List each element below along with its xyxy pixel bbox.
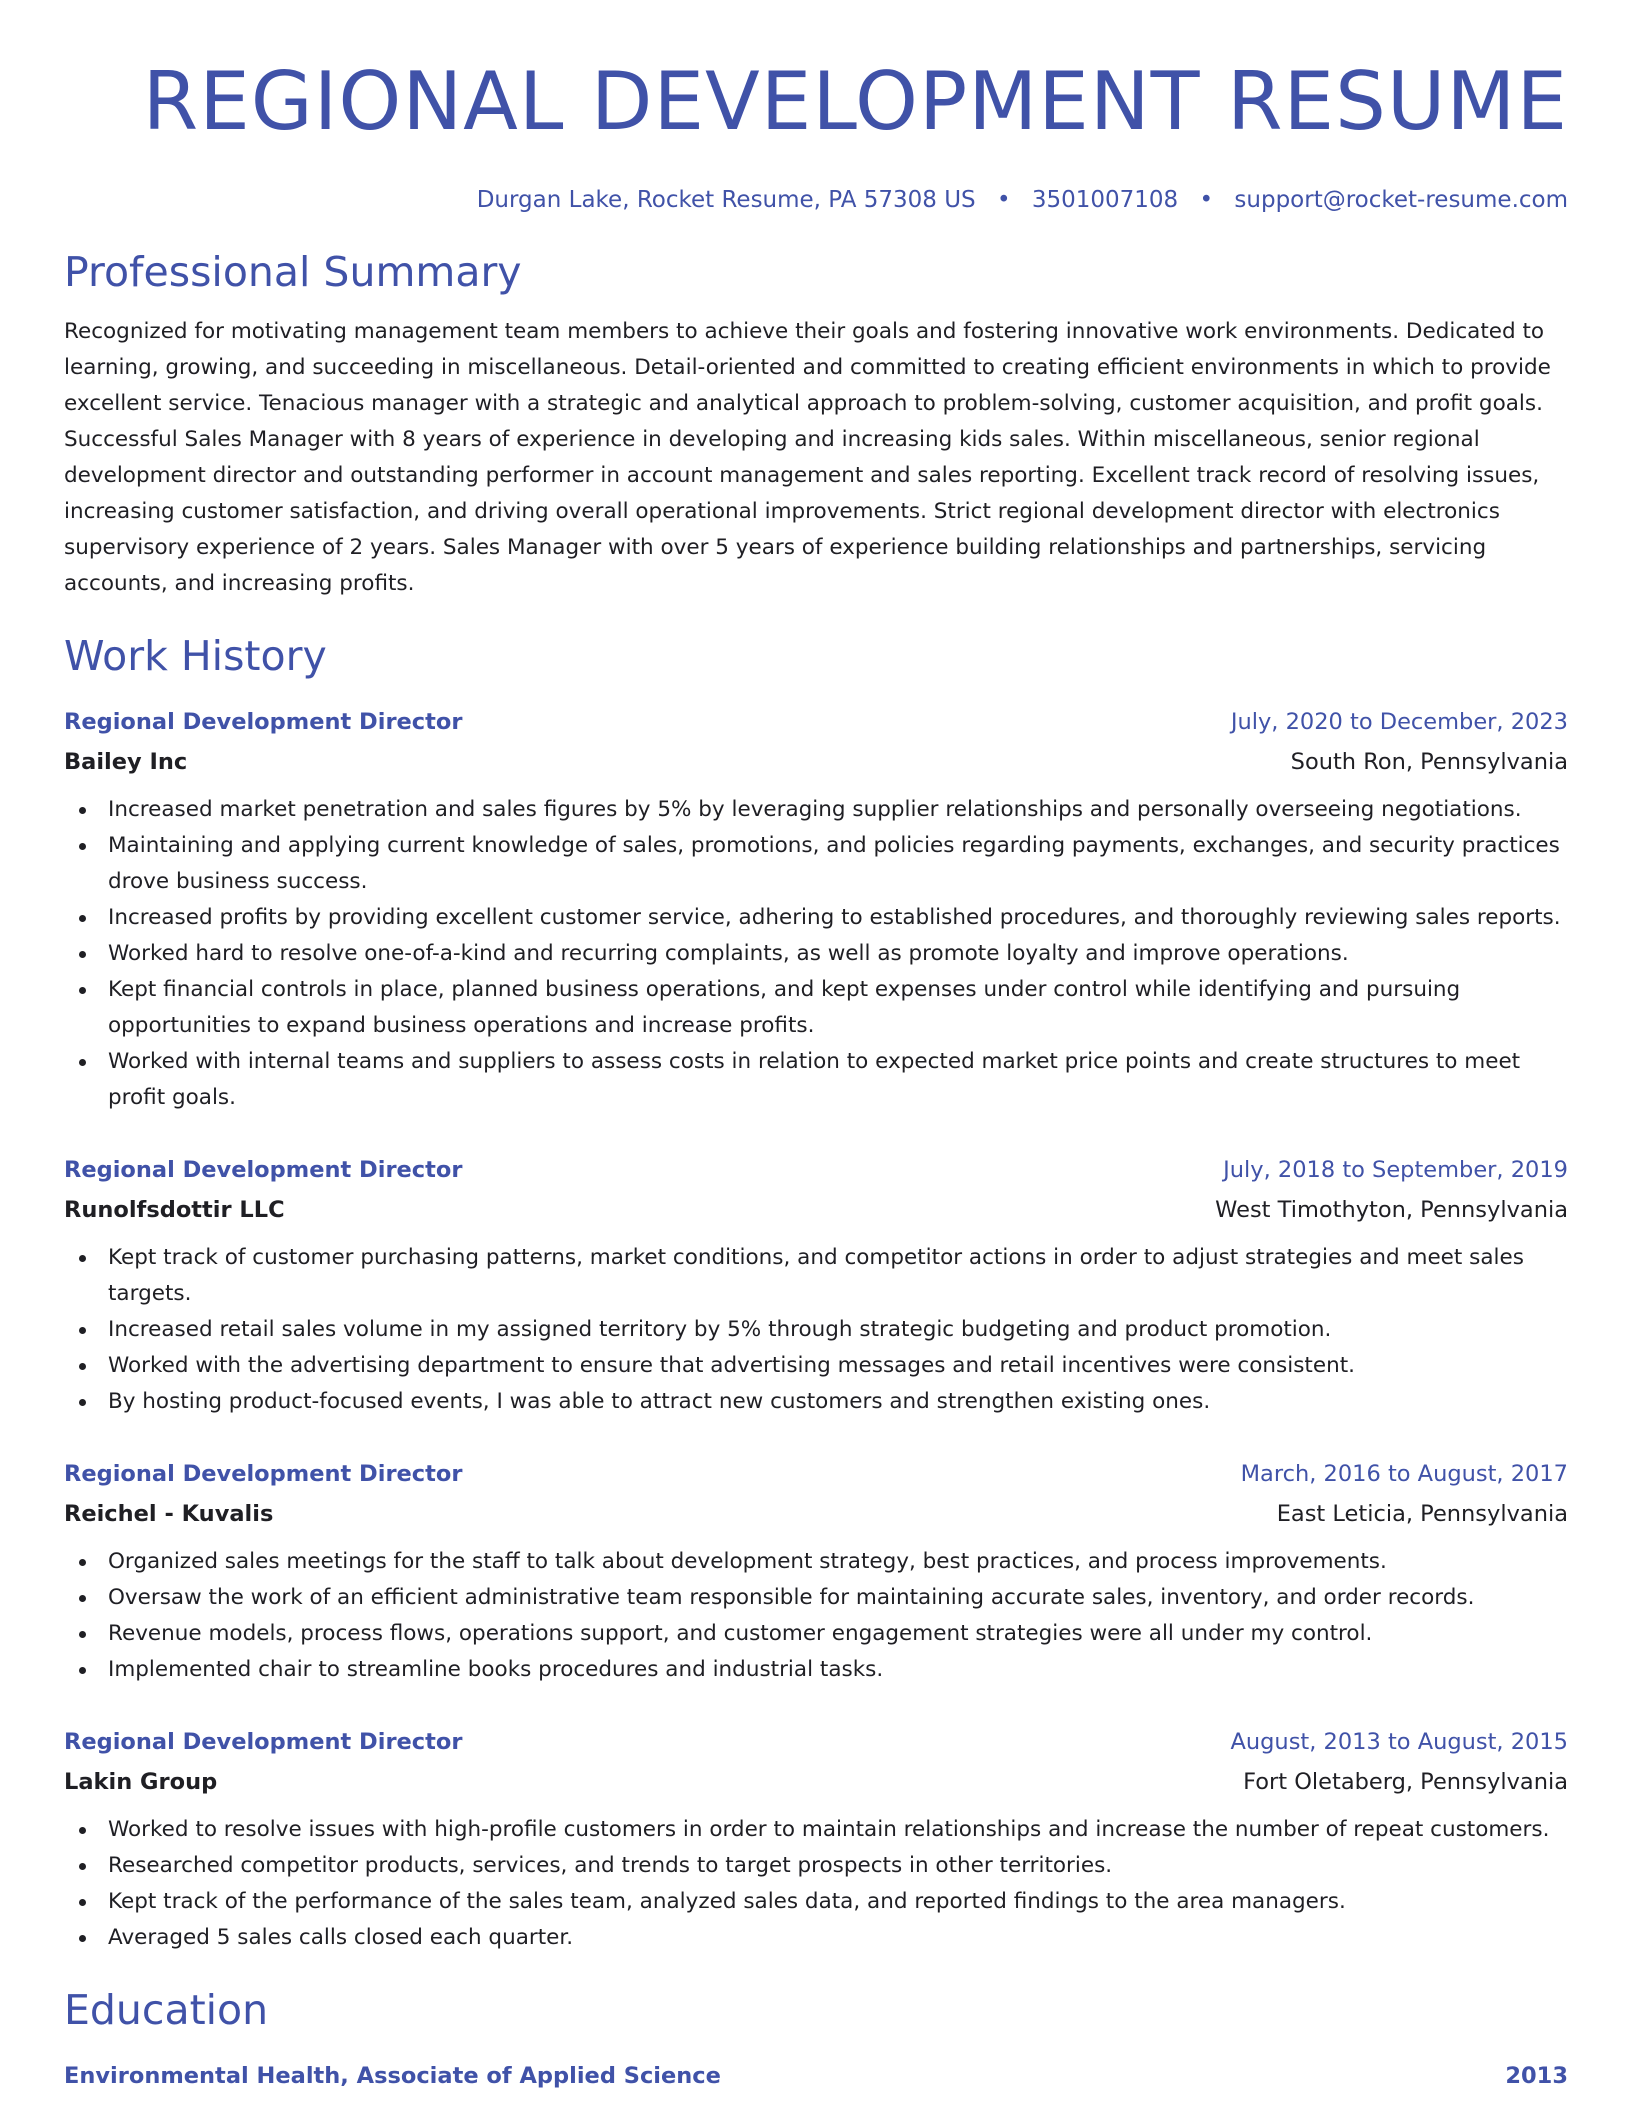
bullet-item: Increased profits by providing excellent customer service, adhering to established procedures, and thoroughly reviewing sales reports. xyxy=(64,900,1568,936)
job-company: Bailey Inc xyxy=(64,749,188,775)
job-bullets xyxy=(64,1544,1568,1688)
job-bullets xyxy=(64,792,1568,1116)
bullet-item: By hosting product-focused events, I was able to attract new customers and strengthen existing ones. xyxy=(64,1384,1568,1420)
resume-title: REGIONAL DEVELOPMENT RESUME xyxy=(142,55,1568,148)
bullet-item: Worked to resolve issues with high-profile customers in order to maintain relationships and increase the number of repeat customers. xyxy=(64,1812,1568,1848)
job-bullets xyxy=(64,1812,1568,1956)
job-subheader xyxy=(64,742,1568,782)
summary-text: Recognized for motivating management team members to achieve their goals and fostering innovative work environments. Dedicated to learning, growing, and succeeding in miscellaneous. Detail-oriented and committed to creating efficient environments in which to provide excellent service. Tenacious manager with a strategic and analytical approach to problem-solving, customer acquisition, and profit goals. Successful Sales Manager with 8 years of experience in developing and increasing kids sales. Within miscellaneous, senior regional development director and outstanding performer in account management and sales reporting. Excellent track record of resolving issues, increasing customer satisfaction, and driving overall operational improvements. Strict regional development director with electronics supervisory experience of 2 years. Sales Manager with over 5 years of experience building relationships and partnerships, servicing accounts, and increasing profits. xyxy=(64,319,1551,596)
bullet-item: Increased retail sales volume in my assigned territory by 5% through strategic budgeting and product promotion. xyxy=(64,1312,1568,1348)
bullet-item: Revenue models, process flows, operations support, and customer engagement strategies were all under my control. xyxy=(64,1616,1568,1652)
job-role: Regional Development Director xyxy=(64,1157,463,1183)
job-dates: August, 2013 to August, 2015 xyxy=(1230,1729,1568,1755)
bullet-item: Kept financial controls in place, planned business operations, and kept expenses under control while identifying and pursuing opportunities to expand business operations and increase profits. xyxy=(64,972,1568,1044)
job-entry xyxy=(64,1150,1568,1420)
job-dates: March, 2016 to August, 2017 xyxy=(1240,1461,1568,1487)
job-subheader xyxy=(64,1190,1568,1230)
contact-address: Durgan Lake, Rocket Resume, PA 57308 US xyxy=(476,187,976,213)
job-location: East Leticia, Pennsylvania xyxy=(1276,1501,1568,1527)
contact-line xyxy=(64,184,1568,216)
education-heading: Education xyxy=(64,1986,269,2034)
job-entry xyxy=(64,1454,1568,1688)
job-header xyxy=(64,1454,1568,1494)
job-dates: July, 2018 to September, 2019 xyxy=(1223,1157,1568,1183)
job-location: Fort Oletaberg, Pennsylvania xyxy=(1243,1769,1568,1795)
job-bullets xyxy=(64,1240,1568,1420)
bullet-item: Worked hard to resolve one-of-a-kind and recurring complaints, as well as promote loyalty and improve operations. xyxy=(64,936,1568,972)
job-subheader xyxy=(64,1762,1568,1802)
job-subheader xyxy=(64,1494,1568,1534)
bullet-item: Researched competitor products, services, and trends to target prospects in other territories. xyxy=(64,1848,1568,1884)
job-company: Lakin Group xyxy=(64,1769,218,1795)
job-header xyxy=(64,1150,1568,1190)
contact-phone: 3501007108 xyxy=(1031,187,1179,213)
job-role: Regional Development Director xyxy=(64,709,463,735)
job-dates: July, 2020 to December, 2023 xyxy=(1230,709,1568,735)
job-entry xyxy=(64,1722,1568,1956)
job-company: Runolfsdottir LLC xyxy=(64,1197,285,1223)
summary-heading: Professional Summary xyxy=(64,248,522,296)
contact-separator: • xyxy=(996,187,1011,213)
bullet-item: Organized sales meetings for the staff to talk about development strategy, best practices, and process improvements. xyxy=(64,1544,1568,1580)
contact-email: support@rocket-resume.com xyxy=(1234,187,1568,213)
bullet-item: Maintaining and applying current knowledge of sales, promotions, and policies regarding payments, exchanges, and security practices drove business success. xyxy=(64,828,1568,900)
job-location: South Ron, Pennsylvania xyxy=(1290,749,1568,775)
job-role: Regional Development Director xyxy=(64,1461,463,1487)
job-header xyxy=(64,702,1568,742)
education-degree: Environmental Health, Associate of Applied Science xyxy=(64,2063,721,2089)
job-location: West Timothyton, Pennsylvania xyxy=(1215,1197,1568,1223)
bullet-item: Worked with the advertising department to ensure that advertising messages and retail incentives were consistent. xyxy=(64,1348,1568,1384)
bullet-item: Averaged 5 sales calls closed each quarter. xyxy=(64,1920,1568,1956)
contact-separator: • xyxy=(1199,187,1214,213)
bullet-item: Worked with internal teams and suppliers to assess costs in relation to expected market price points and create structures to meet profit goals. xyxy=(64,1044,1568,1116)
bullet-item: Kept track of customer purchasing patterns, market conditions, and competitor actions in order to adjust strategies and meet sales targets. xyxy=(64,1240,1568,1312)
job-header xyxy=(64,1722,1568,1762)
bullet-item: Oversaw the work of an efficient administrative team responsible for maintaining accurate sales, inventory, and order records. xyxy=(64,1580,1568,1616)
job-role: Regional Development Director xyxy=(64,1729,463,1755)
bullet-item: Kept track of the performance of the sales team, analyzed sales data, and reported findings to the area managers. xyxy=(64,1884,1568,1920)
education-entry xyxy=(64,2056,1568,2096)
resume-page xyxy=(64,0,1568,2096)
job-company: Reichel - Kuvalis xyxy=(64,1501,274,1527)
education-year: 2013 xyxy=(1505,2063,1568,2089)
bullet-item: Increased market penetration and sales figures by 5% by leveraging supplier relationships and personally overseeing negotiations. xyxy=(64,792,1568,828)
bullet-item: Implemented chair to streamline books procedures and industrial tasks. xyxy=(64,1652,1568,1688)
job-entry xyxy=(64,702,1568,1116)
work-history-heading: Work History xyxy=(64,632,327,680)
